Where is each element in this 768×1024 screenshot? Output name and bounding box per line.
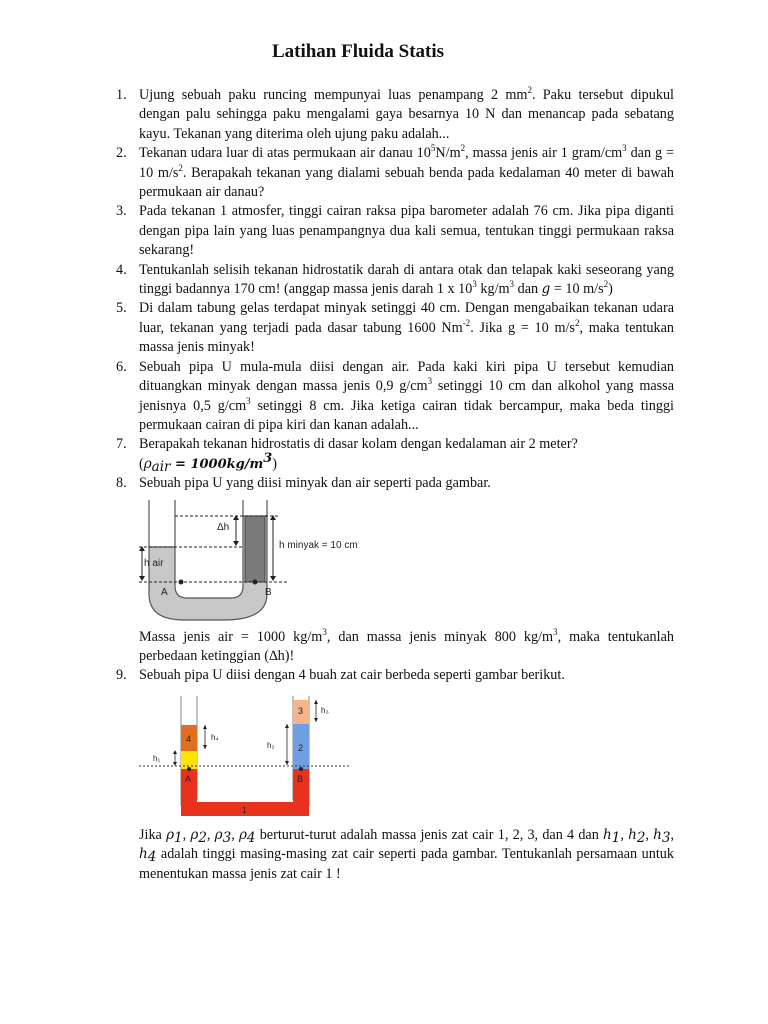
question-6 <box>0 358 768 436</box>
q2-text-e: . Berapakah tekanan yang dialami sebuah benda pada kedalaman 40 meter di bawah permukaan air danau? <box>139 164 674 201</box>
question-4 <box>0 261 768 300</box>
q4-math-g: g <box>541 281 551 298</box>
q9-intro: Sebuah pipa U diisi dengan 4 buah zat cair berbeda seperti gambar berikut. <box>139 667 565 684</box>
page-title: Latihan Fluida Statis <box>271 41 445 62</box>
label-a: A <box>161 586 168 598</box>
q9-h: h <box>603 826 612 843</box>
question-7 <box>0 435 768 474</box>
q9-sub: 3 <box>222 829 232 846</box>
q9-sub: 1 <box>611 829 621 846</box>
q9-comma: , <box>206 826 215 843</box>
q4-text: Tentukanlah selisih tekanan hidrostatik darah di antara otak dan telapak kaki seseorang yang tinggi badannya 170 cm! (anggap massa jenis darah 1 x 10 <box>139 261 674 298</box>
q2-text: Tekanan udara luar di atas permukaan air danau 10 <box>139 145 431 162</box>
q9-comma: , <box>670 826 675 843</box>
q1-sup: 2 <box>527 85 532 95</box>
q8-intro: Sebuah pipa U yang diisi minyak dan air seperti pada gambar. <box>139 475 491 492</box>
q6-text-b: setinggi 10 cm dan alkohol yang massa jenisnya 0,5 g/cm <box>139 378 674 414</box>
q8-text: Massa jenis air = 1000 kg/m <box>139 628 323 645</box>
label-2: 2 <box>298 742 304 753</box>
label-b: B <box>297 773 304 784</box>
q9-h: h <box>628 826 637 843</box>
label-h3: h₃ <box>321 705 329 715</box>
label-b: B <box>265 586 272 598</box>
q5-text-b: . Jika g = 10 m/s <box>470 319 575 336</box>
q4-text-e: ) <box>608 281 613 298</box>
q9-h: h <box>653 826 662 843</box>
question-2 <box>0 144 768 202</box>
question-number: 2. <box>116 145 127 162</box>
q7-unit: kg/m <box>226 456 264 472</box>
label-1: 1 <box>242 805 247 815</box>
label-4: 4 <box>186 733 192 744</box>
q7-rho-sub: air <box>151 458 171 475</box>
q6-sup: 3 <box>427 376 433 387</box>
point-b <box>253 579 258 584</box>
q9-jika: Jika <box>139 826 167 843</box>
q9-comma: , <box>645 826 654 843</box>
q6-text-c: setinggi 8 cm. Jika ketiga cairan tidak bercampur, maka beda tinggi permukaan cairan di pipa kiri dan kanan adalah... <box>139 397 674 433</box>
q7-paren-close: ) <box>272 455 278 472</box>
question-1 <box>0 86 768 144</box>
q5-text-c: , maka tentukan massa jenis minyak! <box>139 319 675 356</box>
q2-text-c: , massa jenis air 1 gram/cm <box>465 145 623 162</box>
question-number: 3. <box>116 203 127 220</box>
q8-text-b: , dan massa jenis minyak 800 kg/m <box>326 628 554 645</box>
oil-column <box>245 516 265 582</box>
q4-sup: 3 <box>509 279 515 290</box>
q9-comma: , <box>620 826 629 843</box>
question-number: 8. <box>116 475 127 492</box>
q9-comma: , <box>231 826 239 843</box>
q1-text: Ujung sebuah paku runcing mempunyai luas penampang 2 mm <box>139 87 528 103</box>
q9-tail: adalah tinggi masing-masing zat cair seperti pada gambar. Tentukanlah persamaan untuk menentukan massa jenis zat cair 1 ! <box>139 846 674 882</box>
q5-sup: -2 <box>462 317 471 328</box>
q5-text: Di dalam tabung gelas terdapat minyak setinggi 40 cm. Dengan mengabaikan tekanan udara luar, tekanan yang terjadi pada dasar tabung 1600 Nm <box>139 300 674 336</box>
u-tube-four-liquids-figure <box>139 692 359 820</box>
q9-rho: ρ <box>190 826 199 843</box>
q7-eq: = 1000 <box>170 456 227 472</box>
q4-sup: 2 <box>603 279 609 290</box>
q6-text: Sebuah pipa U mula-mula diisi dengan air. Pada kaki kiri pipa U tersebut kemudian dituangkan minyak dengan massa jenis 0,9 g/cm <box>139 358 674 395</box>
question-3 <box>0 202 768 260</box>
dh-label: Δh <box>217 521 230 533</box>
q9-rho: ρ <box>166 826 175 843</box>
question-number: 1. <box>116 87 127 103</box>
q2-sup: 2 <box>460 143 466 154</box>
label-a: A <box>185 773 192 784</box>
point-b <box>299 767 303 771</box>
q9-rho: ρ <box>214 826 223 843</box>
q9-mid: berturut-turut adalah massa jenis zat cair 1, 2, 3, dan 4 dan <box>255 826 604 843</box>
q2-sup: 3 <box>622 143 627 154</box>
q8-text-c: , maka tentukanlah perbedaan ketinggian (∆h)! <box>139 628 674 664</box>
q7-rho: ρ <box>143 455 152 472</box>
q3-text: Pada tekanan 1 atmosfer, tinggi cairan raksa pipa barometer adalah 76 cm. Jika pipa diganti dengan pipa lain yang luas penampangnya dua kali semua, tentukan tinggi permukaan raksa sekarang! <box>139 203 674 259</box>
q9-sub: 4 <box>147 849 157 866</box>
q4-text-c: dan <box>514 281 542 298</box>
question-list <box>0 86 768 884</box>
label-h4: h₄ <box>211 732 219 742</box>
u-tube-oil-water-figure <box>139 500 364 622</box>
question-5 <box>0 299 768 357</box>
question-number: 4. <box>116 261 127 278</box>
q9-sub: 2 <box>198 829 207 846</box>
q9-h: h <box>139 846 148 863</box>
q8-sup: 3 <box>553 626 558 637</box>
q2-text-b: N/m <box>435 145 461 162</box>
label-3: 3 <box>298 705 304 716</box>
q9-sub: 2 <box>636 829 646 846</box>
question-number: 7. <box>116 436 127 453</box>
label-h1: h₁ <box>153 753 161 763</box>
q9-sub: 4 <box>246 829 256 846</box>
q7-text: Berapakah tekanan hidrostatis di dasar kolam dengan kedalaman air 2 meter? <box>139 436 578 453</box>
point-a <box>187 767 191 771</box>
q4-text-d: = 10 m/s <box>550 281 604 298</box>
q5-sup: 2 <box>574 317 580 328</box>
q2-sup: 2 <box>178 162 183 173</box>
q4-text-b: kg/m <box>476 281 510 298</box>
question-8 <box>0 474 768 666</box>
q2-sup: 5 <box>430 143 436 154</box>
q9-sub: 1 <box>174 829 183 846</box>
question-number: 5. <box>116 300 127 317</box>
question-9 <box>0 666 768 884</box>
q9-comma: , <box>182 826 191 843</box>
q7-paren-open: ( <box>139 455 144 472</box>
h-air-label: h air <box>144 557 164 569</box>
q9-sub: 3 <box>661 829 671 846</box>
label-h2: h₂ <box>267 740 275 750</box>
h-minyak-label: h minyak = 10 cm <box>279 539 358 551</box>
q1-text-b: . Paku tersebut dipukul dengan palu sehingga paku mengalami gaya besarnya 10 N dan menancap pada sebatang kayu. Tekanan yang diterima oleh ujung paku adalah... <box>139 87 674 142</box>
q9-rho: ρ <box>238 826 247 843</box>
q7-unit-sup: 3 <box>263 450 273 466</box>
q2-text-d: dan g = 10 m/s <box>139 145 674 181</box>
point-a <box>179 579 184 584</box>
q8-sup: 3 <box>322 626 327 637</box>
q4-sup: 3 <box>472 279 477 290</box>
q6-sup: 3 <box>246 395 251 406</box>
question-number: 9. <box>116 667 127 684</box>
question-number: 6. <box>116 358 127 375</box>
